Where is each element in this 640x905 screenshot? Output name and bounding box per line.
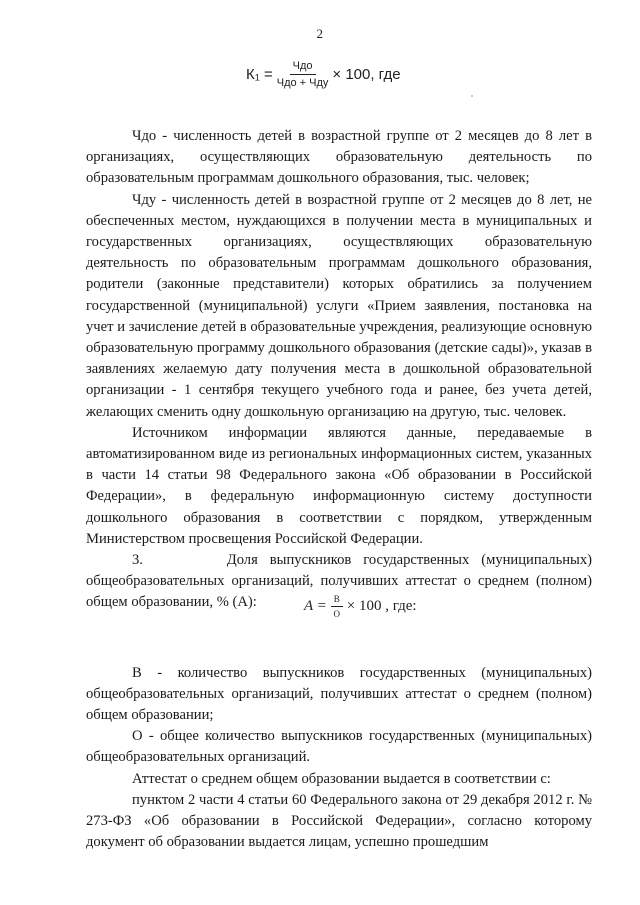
formula-a-denominator: О <box>333 609 341 619</box>
formula-k1-numerator: Чдо <box>290 60 316 75</box>
paragraph-certificate: Аттестат о среднем общем образовании выдается в соответствии с: <box>132 770 551 787</box>
paragraph-v-definition: В - количество выпускников государственных (муниципальных) общеобразовательных организаций, получивших аттестат о среднем (полном) общем образовании; <box>86 664 592 724</box>
paragraph-chdo: Чдо - численность детей в возрастной группе от 2 месяцев до 8 лет в организациях, осуществляющих образовательную деятельность по образовательным программам дошкольного образования, тыс. человек; <box>86 128 592 187</box>
body-text <box>86 126 592 854</box>
formula-k1-fraction <box>277 60 329 89</box>
formula-k1 <box>246 60 401 89</box>
paragraph-o-definition: О - общее количество выпускников государственных (муниципальных) общеобразовательных организаций. <box>86 728 592 766</box>
paragraph-item-3: 3. Доля выпускников государственных (муниципальных) общеобразовательных организаций, получивших аттестат о среднем (полном) общем образовании, % (А): <box>86 552 592 611</box>
formula-a-fraction <box>331 594 343 619</box>
formula-k1-denominator: Чдо + Чду <box>276 77 329 89</box>
page-number: 2 <box>316 26 324 41</box>
paragraph-law-reference: пунктом 2 части 4 статьи 60 Федерального закона от 29 декабря 2012 г. № 273-ФЗ «Об образовании в Российской Федерации», согласно которому документ об образовании выдается лицам, успешно прошедшим <box>86 791 592 851</box>
formula-gap <box>86 614 592 663</box>
formula-a-lhs: A = <box>304 598 327 614</box>
formula-k1-rhs: × 100, где <box>332 66 401 83</box>
formula-a-numerator: В <box>331 594 343 607</box>
paragraph-chdu: Чду - численность детей в возрастной группе от 2 месяцев до 8 лет, не обеспеченных местом, нуждающихся в получении места в муниципальных и государственных организациях, осуществляющих образовательную деятельность по образовательным программам дошкольного образования, родители (законные представители) которых обратились за получением государственной (муниципальной) услуги «Прием заявления, постановка на учет и зачисление детей в образовательные учреждения, реализующие основную образовательную программу дошкольного образования (детские сады)», указав в заявлениях желаемую дату получения места в дошкольной образовательной организации - 1 сентября текущего учебного года и ранее, без учета детей, желающих сменить одну дошкольную организацию на другую, тыс. человек. <box>86 191 592 420</box>
formula-a <box>304 594 417 619</box>
formula-k1-lhs: К₁ = <box>246 66 273 83</box>
scan-speck <box>471 95 473 97</box>
formula-a-rhs: × 100 , где: <box>346 598 417 614</box>
paragraph-source: Источником информации являются данные, передаваемые в автоматизированном виде из региональных информационных систем, указанных в части 14 статьи 98 Федерального закона «Об образовании в Российской Федерации», в федеральную информационную систему доступности дошкольного образования в соответствии с порядком, утвержденным Министерством просвещения Российской Федерации. <box>86 424 592 547</box>
